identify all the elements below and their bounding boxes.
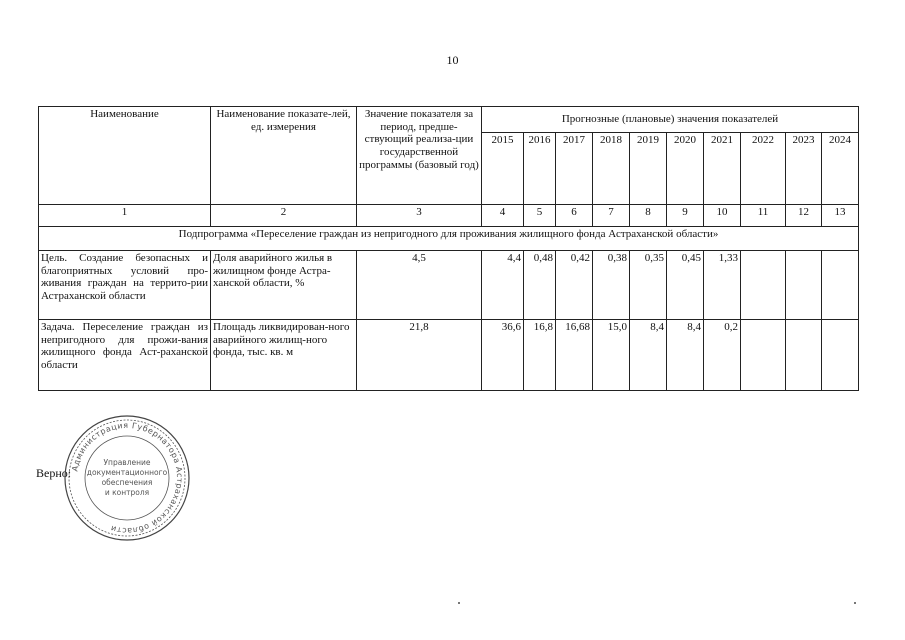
value-cell: 36,6 xyxy=(482,320,524,391)
column-number: 9 xyxy=(667,205,704,227)
year-header: 2024 xyxy=(822,133,859,205)
value-cell: 0,38 xyxy=(593,251,630,320)
year-header: 2018 xyxy=(593,133,630,205)
value-cell: 0,45 xyxy=(667,251,704,320)
column-number: 3 xyxy=(357,205,482,227)
svg-text:и контроля: и контроля xyxy=(104,488,150,497)
table-row xyxy=(39,251,859,320)
column-number: 13 xyxy=(822,205,859,227)
value-cell xyxy=(786,251,822,320)
year-header: 2023 xyxy=(786,133,822,205)
header-name: Наименование xyxy=(39,107,211,205)
row-base-value: 21,8 xyxy=(357,320,482,391)
year-header: 2022 xyxy=(741,133,786,205)
row-base-value: 4,5 xyxy=(357,251,482,320)
row-indicator: Площадь ликвидирован-ного аварийного жилищ-ного фонда, тыс. кв. м xyxy=(211,320,357,391)
column-number: 7 xyxy=(593,205,630,227)
year-header: 2016 xyxy=(524,133,556,205)
column-number: 5 xyxy=(524,205,556,227)
row-name: Цель. Создание безопасных и благоприятных условий про-живания граждан на террито-рии Астраханской области xyxy=(39,251,211,320)
row-indicator: Доля аварийного жилья в жилищном фонде Астра-ханской области, % xyxy=(211,251,357,320)
value-cell: 0,48 xyxy=(524,251,556,320)
column-number: 4 xyxy=(482,205,524,227)
column-number: 10 xyxy=(704,205,741,227)
header-base-value: Значение показателя за период, предше-ствующий реализа-ции государственной программы (базовый год) xyxy=(357,107,482,205)
year-header: 2020 xyxy=(667,133,704,205)
year-header: 2019 xyxy=(630,133,667,205)
indicators-table xyxy=(38,106,859,391)
svg-text:Администрация Губернатора Астр: Администрация Губернатора Астраханской области xyxy=(70,420,185,536)
column-number: 6 xyxy=(556,205,593,227)
year-header: 2021 xyxy=(704,133,741,205)
column-number: 8 xyxy=(630,205,667,227)
value-cell: 16,8 xyxy=(524,320,556,391)
header-indicator: Наименование показате-лей, ед. измерения xyxy=(211,107,357,205)
verno-label: Верно: xyxy=(36,466,72,480)
value-cell: 0,42 xyxy=(556,251,593,320)
official-stamp xyxy=(62,413,192,543)
stamp-icon xyxy=(62,413,192,543)
svg-text:Управление: Управление xyxy=(103,458,151,467)
column-number: 11 xyxy=(741,205,786,227)
table-row xyxy=(39,320,859,391)
value-cell: 8,4 xyxy=(630,320,667,391)
value-cell: 0,35 xyxy=(630,251,667,320)
column-number: 12 xyxy=(786,205,822,227)
page-number: 10 xyxy=(446,53,459,67)
value-cell: 1,33 xyxy=(704,251,741,320)
value-cell xyxy=(741,251,786,320)
header-forecast: Прогнозные (плановые) значения показателей xyxy=(482,107,859,133)
svg-text:документационного: документационного xyxy=(86,468,168,477)
column-number: 1 xyxy=(39,205,211,227)
value-cell: 15,0 xyxy=(593,320,630,391)
value-cell: 0,2 xyxy=(704,320,741,391)
subprogram-title: Подпрограмма «Переселение граждан из непригодного для проживания жилищного фонда Астраханской области» xyxy=(39,227,859,251)
value-cell xyxy=(741,320,786,391)
column-number: 2 xyxy=(211,205,357,227)
scan-speck xyxy=(458,602,460,604)
svg-text:обеспечения: обеспечения xyxy=(101,478,153,487)
value-cell xyxy=(822,320,859,391)
year-header: 2015 xyxy=(482,133,524,205)
row-name: Задача. Переселение граждан из непригодного для прожи-вания жилищного фонда Аст-раханской области xyxy=(39,320,211,391)
value-cell: 16,68 xyxy=(556,320,593,391)
value-cell: 4,4 xyxy=(482,251,524,320)
value-cell xyxy=(786,320,822,391)
year-header: 2017 xyxy=(556,133,593,205)
value-cell xyxy=(822,251,859,320)
value-cell: 8,4 xyxy=(667,320,704,391)
scan-speck xyxy=(854,602,856,604)
